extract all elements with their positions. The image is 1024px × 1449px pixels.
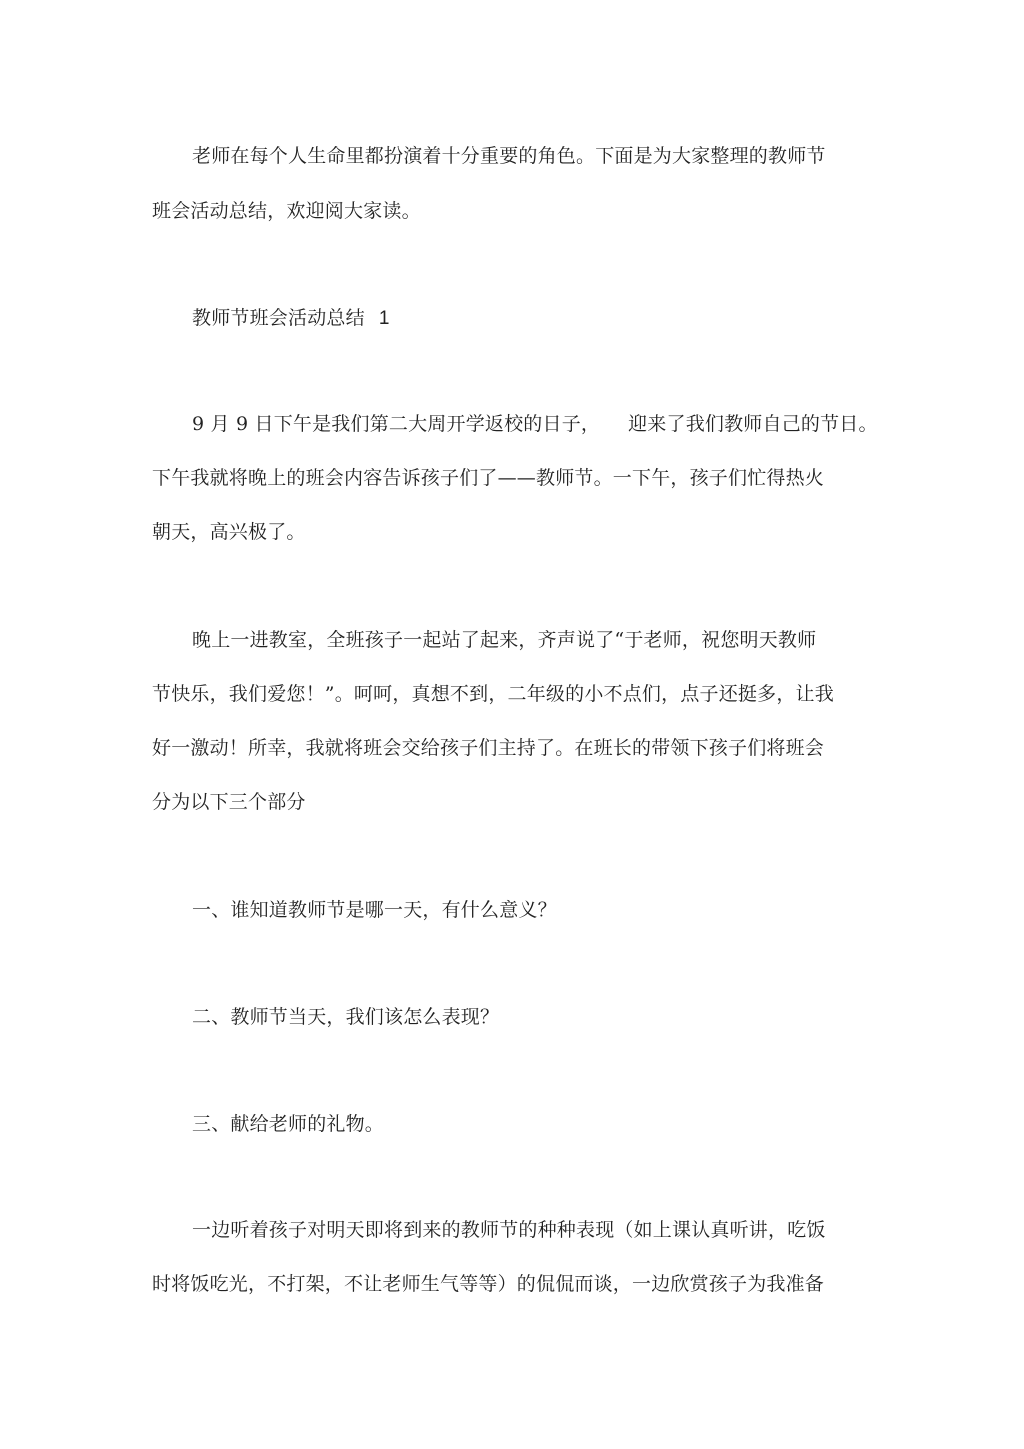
para1-line-1-a: 9 月 9 日下午是我们第二大周开学返校的日子， [192, 413, 601, 435]
section-title-number: 1 [378, 308, 390, 329]
section-title-text: 教师节班会活动总结 [192, 307, 365, 329]
para1-line-1 [192, 412, 878, 436]
para2-line-3: 好一激动！所幸，我就将班会交给孩子们主持了。在班长的带领下孩子们将班会 [152, 737, 825, 759]
para2-line-2: 节快乐，我们爱您！”。呵呵，真想不到，二年级的小不点们，点子还挺多，让我 [152, 683, 834, 705]
intro-line-1: 老师在每个人生命里都扮演着十分重要的角色。下面是为大家整理的教师节 [192, 145, 826, 167]
list-item-2: 二、教师节当天，我们该怎么表现？ [192, 1006, 500, 1028]
para2-line-4: 分为以下三个部分 [152, 791, 306, 813]
para3-line-2: 时将饭吃光，不打架，不让老师生气等等）的侃侃而谈，一边欣赏孩子为我准备 [152, 1273, 825, 1295]
para1-line-2: 下午我就将晚上的班会内容告诉孩子们了——教师节。一下午，孩子们忙得热火 [152, 467, 825, 489]
para1-line-3: 朝天，高兴极了。 [152, 521, 306, 543]
intro-line-2: 班会活动总结，欢迎阅大家读。 [152, 200, 421, 222]
list-item-1: 一、谁知道教师节是哪一天，有什么意义？ [192, 899, 557, 921]
section-title [192, 306, 390, 331]
para2-line-1: 晚上一进教室，全班孩子一起站了起来，齐声说了“于老师，祝您明天教师 [192, 629, 817, 651]
para1-line-1-b: 迎来了我们教师自己的节日。 [628, 413, 878, 435]
list-item-3: 三、献给老师的礼物。 [192, 1113, 385, 1135]
para3-line-1: 一边听着孩子对明天即将到来的教师节的种种表现（如上课认真听讲，吃饭 [192, 1219, 826, 1241]
